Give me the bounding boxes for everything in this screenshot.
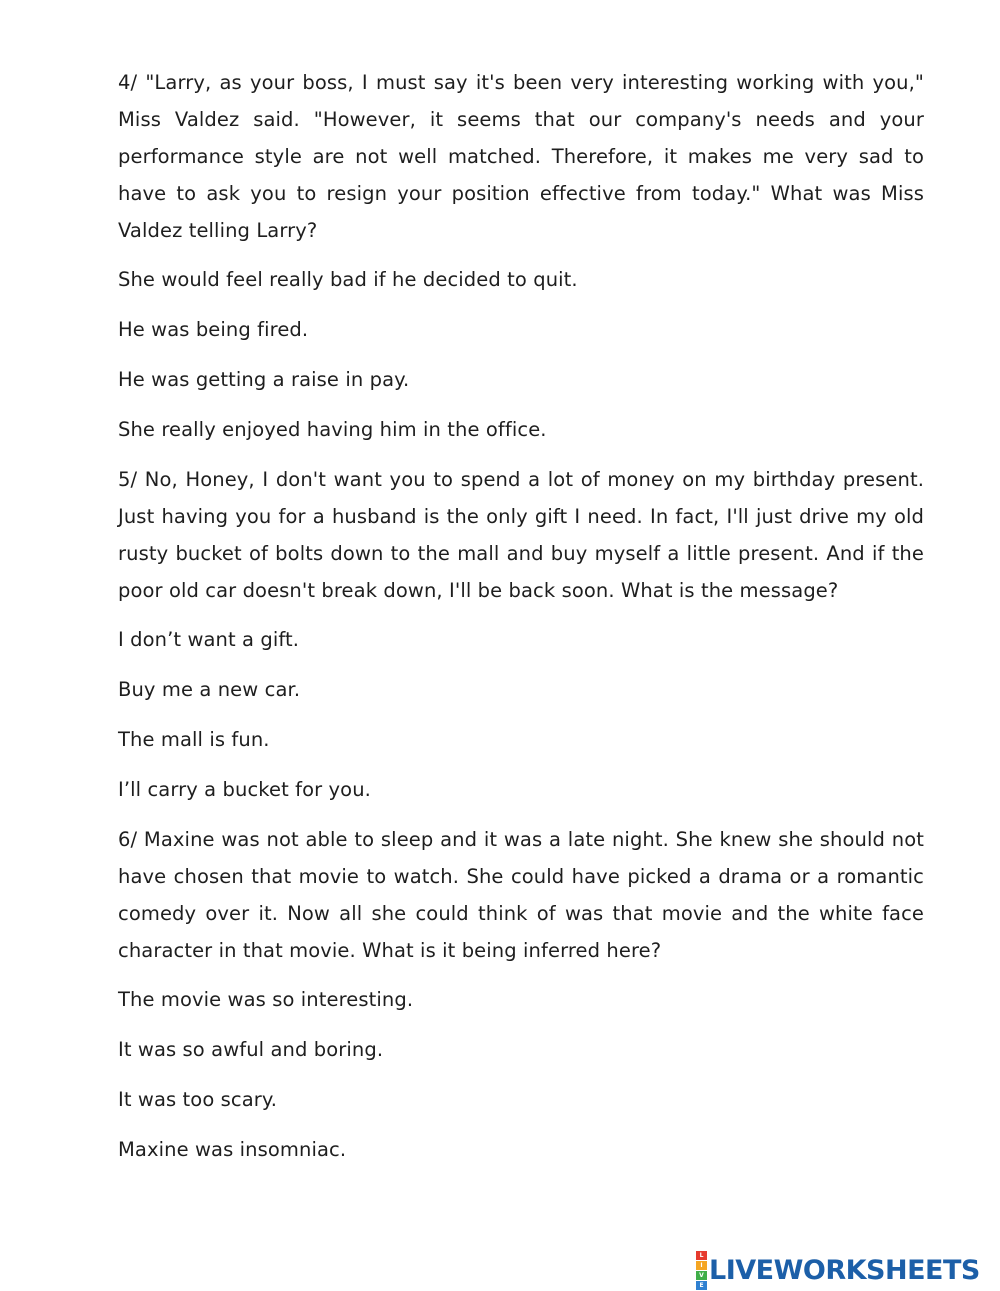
- question-text: 5/ No, Honey, I don't want you to spend a lot of money on my birthday present. Just having you for a husband is the only gift I need. In fact, I'll just drive my old rusty bucket of bolts down to the mall and buy myself a little present. And if the poor old car doesn't break down, I'll be back soon. What is the message?: [118, 468, 924, 602]
- answer-option[interactable]: She really enjoyed having him in the office.: [118, 418, 547, 441]
- logo-block-l: L: [696, 1251, 707, 1260]
- liveworksheets-logo: [696, 1252, 980, 1288]
- question-text: 4/ "Larry, as your boss, I must say it's been very interesting working with you," Miss Valdez said. "However, it seems that our company's needs and your performance style are not well matched. Therefore, it makes me very sad to have to ask you to resign your position effective from today." What was Miss Valdez telling Larry?: [118, 71, 924, 242]
- answer-option[interactable]: He was getting a raise in pay.: [118, 368, 410, 391]
- question-text: 6/ Maxine was not able to sleep and it was a late night. She knew she should not have chosen that movie to watch. She could have picked a drama or a romantic comedy over it. Now all she could think of was that movie and the white face character in that movie. What is it being inferred here?: [118, 828, 924, 962]
- answer-option[interactable]: I’ll carry a bucket for you.: [118, 778, 371, 801]
- answer-option[interactable]: I don’t want a gift.: [118, 628, 300, 651]
- question-block-4: [118, 64, 924, 448]
- worksheet-content: [118, 64, 924, 1181]
- logo-block-i: I: [696, 1261, 707, 1270]
- logo-blocks-icon: [696, 1251, 707, 1290]
- logo-block-e: E: [696, 1281, 707, 1290]
- answer-option[interactable]: The mall is fun.: [118, 728, 270, 751]
- question-block-6: [118, 821, 924, 1168]
- logo-block-v: V: [696, 1271, 707, 1280]
- answer-option[interactable]: Maxine was insomniac.: [118, 1138, 347, 1161]
- answer-option[interactable]: It was too scary.: [118, 1088, 278, 1111]
- answer-option[interactable]: The movie was so interesting.: [118, 988, 414, 1011]
- answer-option[interactable]: She would feel really bad if he decided to quit.: [118, 268, 578, 291]
- answer-option[interactable]: It was so awful and boring.: [118, 1038, 384, 1061]
- answer-option[interactable]: Buy me a new car.: [118, 678, 301, 701]
- question-block-5: [118, 461, 924, 808]
- logo-text: LIVEWORKSHEETS: [709, 1254, 980, 1286]
- answer-option[interactable]: He was being fired.: [118, 318, 309, 341]
